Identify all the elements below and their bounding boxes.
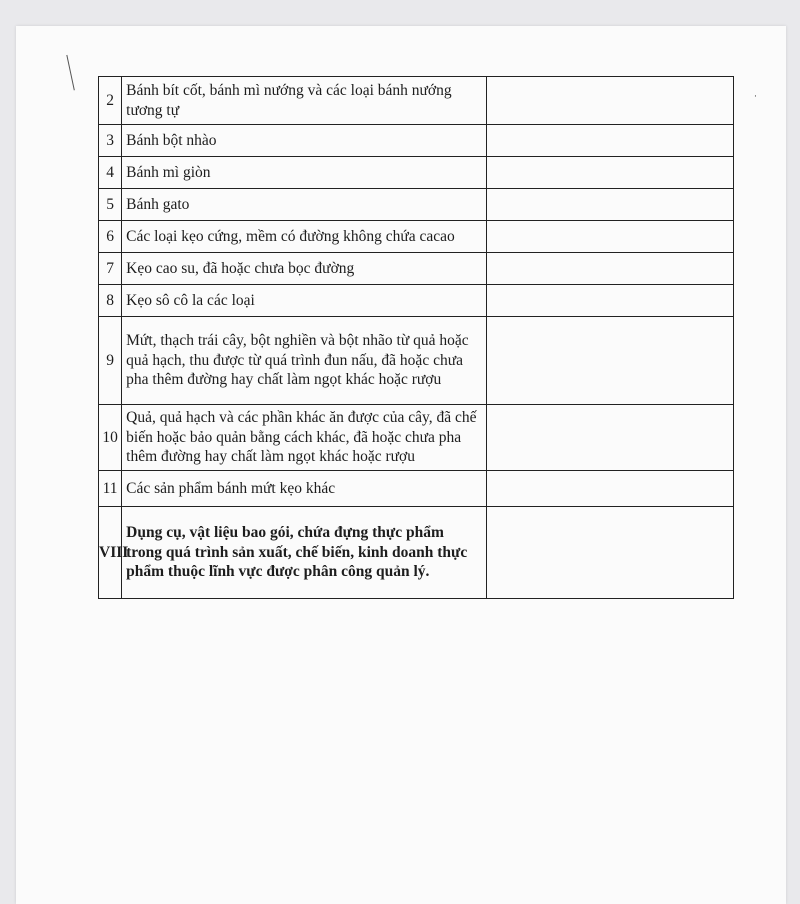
row-value-cell [487, 253, 734, 285]
row-number: 3 [99, 125, 122, 157]
row-number: 7 [99, 253, 122, 285]
row-number: 8 [99, 285, 122, 317]
row-item-name: Các loại kẹo cứng, mềm có đường không chứa cacao [122, 221, 487, 253]
row-item-name: Bánh bột nhào [122, 125, 487, 157]
row-value-cell [487, 507, 734, 599]
row-item-name: Các sản phẩm bánh mứt kẹo khác [122, 471, 487, 507]
row-value-cell [487, 189, 734, 221]
row-item-name: Kẹo sô cô la các loại [122, 285, 487, 317]
table-row [99, 285, 734, 317]
table-row [99, 317, 734, 405]
row-number: 6 [99, 221, 122, 253]
row-value-cell [487, 471, 734, 507]
row-value-cell [487, 285, 734, 317]
row-value-cell [487, 317, 734, 405]
section-title: Dụng cụ, vật liệu bao gói, chứa đựng thực phẩm trong quá trình sản xuất, chế biến, kinh doanh thực phẩm thuộc lĩnh vực được phân công quản lý. [122, 507, 487, 599]
table-row [99, 189, 734, 221]
row-item-name: Quả, quả hạch và các phần khác ăn được của cây, đã chế biến hoặc bảo quản bằng cách khác, đã hoặc chưa pha thêm đường hay chất làm ngọt khác hoặc rượu [122, 405, 487, 471]
row-item-name: Bánh mì giòn [122, 157, 487, 189]
row-number: 5 [99, 189, 122, 221]
row-number: 10 [99, 405, 122, 471]
table-row [99, 77, 734, 125]
row-value-cell [487, 125, 734, 157]
row-number: 2 [99, 77, 122, 125]
table-row [99, 471, 734, 507]
row-value-cell [487, 221, 734, 253]
table-row [99, 405, 734, 471]
row-number: 4 [99, 157, 122, 189]
ink-dot: · [754, 92, 757, 102]
table-row [99, 157, 734, 189]
row-value-cell [487, 157, 734, 189]
row-value-cell [487, 77, 734, 125]
document-page [16, 26, 786, 904]
table-row [99, 253, 734, 285]
page-edge-mark [66, 54, 80, 91]
row-item-name: Bánh bít cốt, bánh mì nướng và các loại bánh nướng tương tự [122, 77, 487, 125]
row-item-name: Kẹo cao su, đã hoặc chưa bọc đường [122, 253, 487, 285]
table-row-section [99, 507, 734, 599]
row-item-name: Bánh gato [122, 189, 487, 221]
table-row [99, 125, 734, 157]
section-number: VIII [99, 507, 122, 599]
row-item-name: Mứt, thạch trái cây, bột nghiền và bột nhão từ quả hoặc quả hạch, thu được từ quá trình đun nấu, đã hoặc chưa pha thêm đường hay chất làm ngọt khác hoặc rượu [122, 317, 487, 405]
row-number: 11 [99, 471, 122, 507]
row-number: 9 [99, 317, 122, 405]
row-value-cell [487, 405, 734, 471]
table-row [99, 221, 734, 253]
product-table [98, 76, 734, 599]
